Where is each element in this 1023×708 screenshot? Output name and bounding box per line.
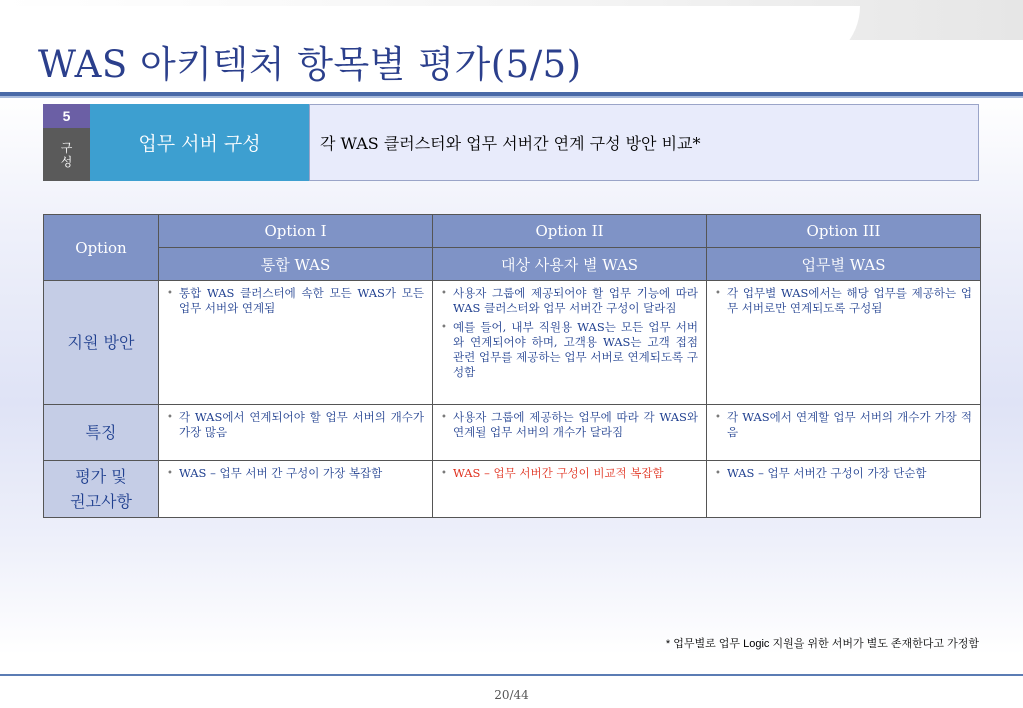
list-item: • WAS – 업무 서버간 구성이 가장 단순함	[715, 466, 972, 481]
table-cell	[159, 281, 433, 405]
table-row	[44, 405, 981, 461]
title-divider-light	[0, 96, 1023, 98]
option-header: Option	[44, 215, 159, 281]
table-row	[44, 461, 981, 518]
table-cell	[707, 461, 981, 518]
section-band	[43, 104, 979, 181]
page-title: WAS 아키텍처 항목별 평가(5/5)	[38, 43, 582, 86]
option-3-label: Option III	[707, 215, 981, 248]
table-cell	[707, 405, 981, 461]
row-label-line: 권고사항	[70, 492, 132, 511]
table-cell	[433, 461, 707, 518]
row-label-evaluation	[44, 461, 159, 518]
option-1-name: 통합 WAS	[159, 248, 433, 281]
list-item: • 사용자 그룹에 제공되어야 할 업무 기능에 따라 WAS 클러스터와 업무 서버간 구성이 달라짐	[441, 286, 698, 316]
section-name: 업무 서버 구성	[90, 104, 309, 181]
option-1-label: Option I	[159, 215, 433, 248]
list-item: • 각 업무별 WAS에서는 해당 업무를 제공하는 업무 서버로만 연계되도록 구성됨	[715, 286, 972, 316]
footnote: * 업무별로 업무 Logic 지원을 위한 서버가 별도 존재한다고 가정함	[665, 638, 979, 650]
option-2-label: Option II	[433, 215, 707, 248]
list-item: • 사용자 그룹에 제공하는 업무에 따라 각 WAS와 연계될 업무 서버의 개수가 달라짐	[441, 410, 698, 440]
list-item: • 예를 들어, 내부 직원용 WAS는 모든 업무 서버와 연계되어야 하며, 고객용 WAS는 고객 접점 관련 업무를 제공하는 업무 서버로 연계되도록 구성함	[441, 320, 698, 380]
option-2-name: 대상 사용자 별 WAS	[433, 248, 707, 281]
table-cell	[433, 405, 707, 461]
list-item: • 각 WAS에서 연계되어야 할 업무 서버의 개수가 가장 많음	[167, 410, 424, 440]
table-header-row	[44, 215, 981, 248]
section-description: 각 WAS 클러스터와 업무 서버간 연계 구성 방안 비교*	[309, 104, 979, 181]
table-row	[44, 281, 981, 405]
list-item-highlight: • WAS – 업무 서버간 구성이 비교적 복잡함	[441, 466, 698, 481]
row-label-features: 특징	[44, 405, 159, 461]
table-cell	[433, 281, 707, 405]
row-label-support: 지원 방안	[44, 281, 159, 405]
row-label-line: 평가 및	[75, 467, 127, 486]
table-cell	[159, 461, 433, 518]
option-3-name: 업무별 WAS	[707, 248, 981, 281]
table-cell	[707, 281, 981, 405]
list-item: • 통합 WAS 클러스터에 속한 모든 WAS가 모든 업무 서버와 연계됨	[167, 286, 424, 316]
table-cell	[159, 405, 433, 461]
section-category: 구성	[43, 128, 90, 181]
list-item: • WAS – 업무 서버 간 구성이 가장 복잡함	[167, 466, 424, 481]
evaluation-table	[43, 214, 981, 518]
footer-divider	[0, 674, 1023, 676]
page-number: 20/44	[494, 688, 529, 702]
list-item: • 각 WAS에서 연계할 업무 서버의 개수가 가장 적음	[715, 410, 972, 440]
table-header-row	[44, 248, 981, 281]
section-number: 5	[43, 104, 90, 128]
